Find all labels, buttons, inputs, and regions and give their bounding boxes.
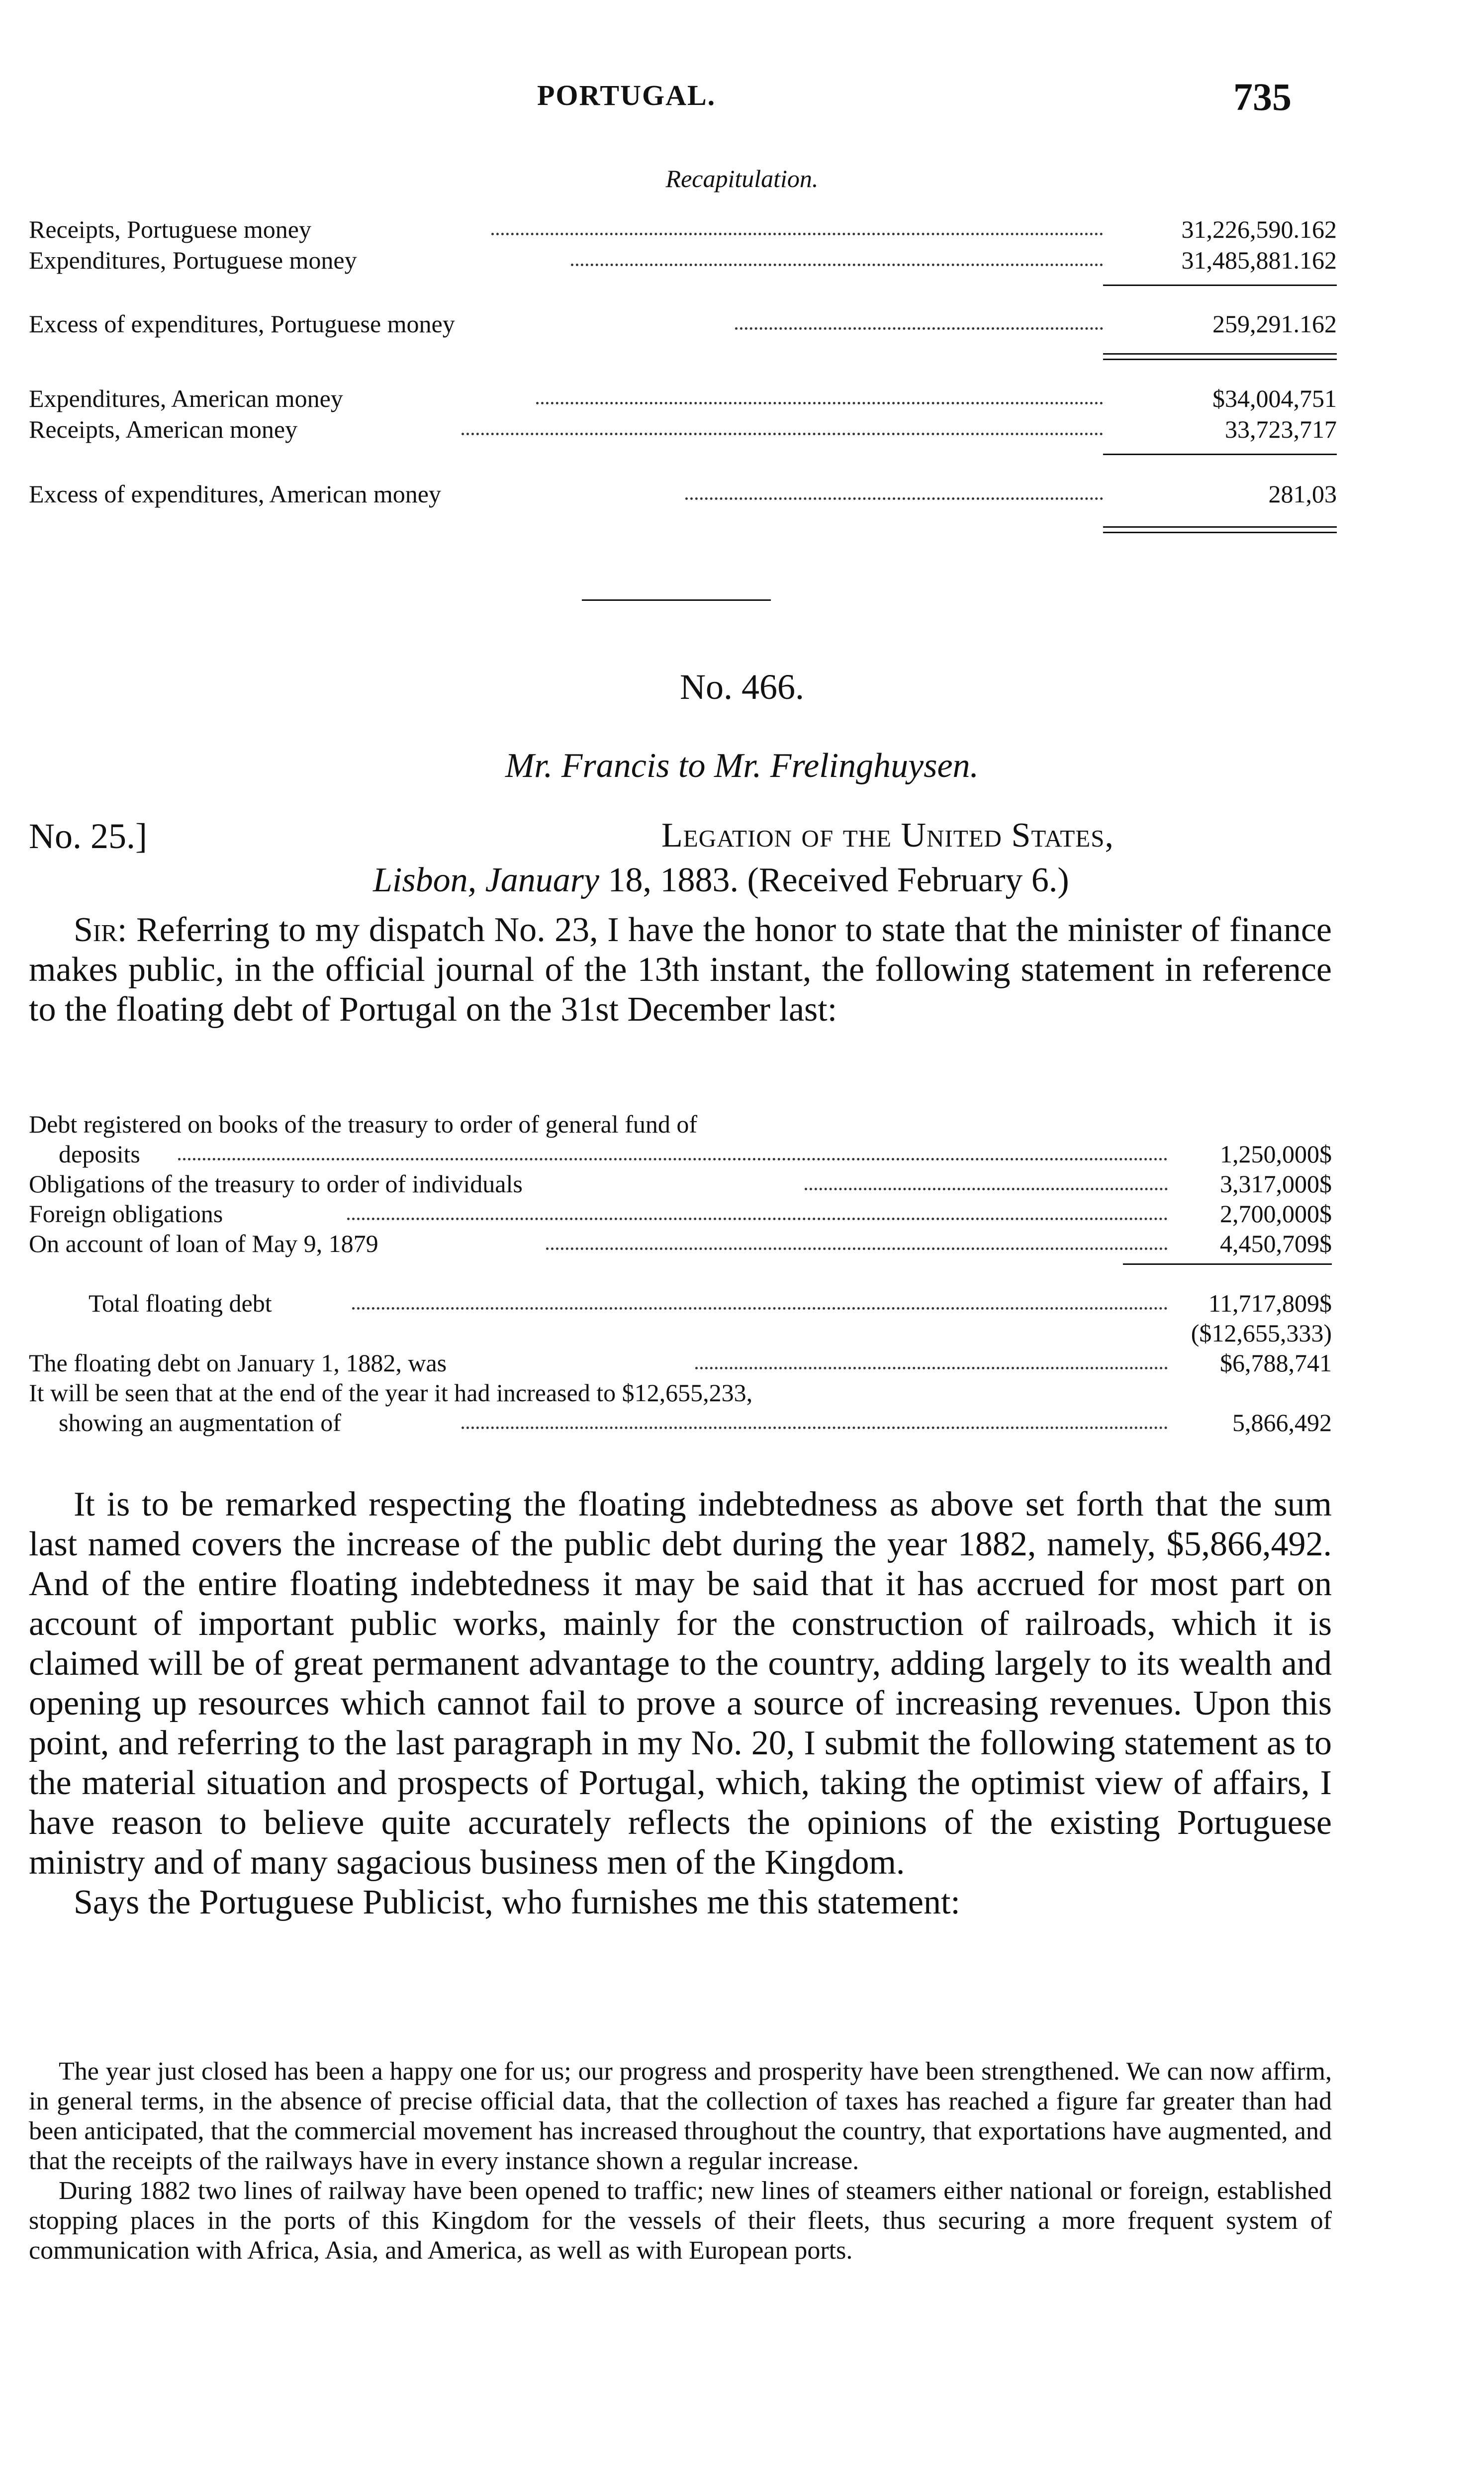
double-rule <box>1103 526 1337 533</box>
double-rule <box>1103 353 1337 360</box>
dot-leader <box>462 433 1103 435</box>
legation-line: Legation of the United States, <box>661 816 1114 855</box>
paragraph: Says the Portuguese Publicist, who furnishes me this statement: <box>74 1883 960 1921</box>
row-label: Excess of expenditures, American money <box>29 480 441 508</box>
row-amount: 33,723,717 <box>1225 415 1337 443</box>
section-separator <box>582 599 771 601</box>
paragraph <box>29 910 1332 1030</box>
table-row <box>29 1109 1332 1139</box>
dot-leader <box>735 327 1103 330</box>
row-amount: 2,700,000$ <box>1220 1200 1332 1228</box>
table-row <box>29 1229 1332 1258</box>
recap-block <box>29 308 1337 339</box>
row-label: showing an augmentation of <box>59 1409 341 1436</box>
dot-leader <box>536 402 1103 404</box>
table-row <box>29 1169 1332 1199</box>
ledger-row <box>29 478 1337 509</box>
document-number: No. 466. <box>680 667 804 707</box>
row-label: deposits <box>59 1140 140 1168</box>
row-amount: $6,788,741 <box>1220 1349 1332 1377</box>
dispatch-number: No. 25.] <box>29 816 147 856</box>
dot-leader <box>347 1218 1168 1220</box>
row-label: Expenditures, American money <box>29 384 343 412</box>
quote-paragraph: The year just closed has been a happy one for us; our progress and prosperity have been strengthened. We can now affirm, in general terms, in the absence of precise official data, that the collection of taxes has reached a figure far greater than had been anticipated, that the commercial movement has increased throughout the country, that exportations have augmented, and that the receipts of the railways have in every instance shown a regular increase. <box>29 2057 1332 2175</box>
row-label: Receipts, American money <box>29 415 298 443</box>
salutation: Sir: <box>74 911 127 949</box>
dot-leader <box>462 1427 1168 1429</box>
table-row <box>29 1318 1332 1348</box>
row-label: Excess of expenditures, Portuguese money <box>29 310 455 338</box>
row-amount: 11,717,809$ <box>1208 1289 1332 1317</box>
dot-leader <box>178 1158 1168 1160</box>
row-label: Foreign obligations <box>29 1200 223 1228</box>
row-amount: ($12,655,333) <box>1191 1319 1332 1347</box>
row-amount: 4,450,709$ <box>1220 1230 1332 1257</box>
recap-block <box>29 383 1337 445</box>
page-number: 735 <box>1233 75 1292 118</box>
table-row <box>29 1199 1332 1229</box>
sum-rule <box>1103 285 1337 286</box>
ledger-row <box>29 383 1337 414</box>
table-row <box>29 1408 1332 1437</box>
paragraph: It is to be remarked respecting the floating indebtedness as above set forth that the sum last named covers the increase of the public debt during the year 1882, namely, $5,866,492. And of the entire floating indebtedness it may be said that it has accrued for most part on account of important public works, mainly for the construction of railroads, which it is claimed will be of great permanent advantage to the country, adding largely to its wealth and opening up resources which cannot fail to prove a source of increasing revenues. Upon this point, and referring to the last paragraph in my No. 20, I submit the following statement as to the material situation and prospects of Portugal, which, taking the optimist view of affairs, I have reason to believe quite accurately reflects the opinions of the existing Portuguese ministry and of many sagacious business men of the Kingdom. <box>29 1485 1332 1882</box>
quoted-statement <box>29 2057 1332 2266</box>
row-label: Expenditures, Portuguese money <box>29 246 357 274</box>
recap-block <box>29 214 1337 276</box>
row-amount: $34,004,751 <box>1212 384 1337 412</box>
row-label: Receipts, Portuguese money <box>29 215 311 243</box>
recap-heading: Recapitulation. <box>665 165 819 192</box>
quote-paragraph: During 1882 two lines of railway have been opened to traffic; new lines of steamers either national or foreign, established stopping places in the ports of this Kingdom for the vessels of their fleets, thus securing a more frequent system of communication with Africa, Asia, and America, as well as with European ports. <box>29 2177 1332 2265</box>
table-row <box>29 1139 1332 1169</box>
row-label: Total floating debt <box>89 1289 272 1317</box>
row-amount: 3,317,000$ <box>1220 1170 1332 1198</box>
sum-rule <box>1103 454 1337 455</box>
debt-table <box>29 1109 1332 1258</box>
ledger-row <box>29 308 1337 339</box>
running-head <box>0 75 1484 119</box>
letter-body <box>29 910 1332 1030</box>
table-row <box>29 1378 1332 1408</box>
row-amount: 1,250,000$ <box>1220 1140 1332 1168</box>
row-label: Debt registered on books of the treasury to order of general fund of <box>29 1110 697 1138</box>
ledger-row <box>29 245 1337 276</box>
dateline <box>373 861 1069 900</box>
dot-leader <box>805 1188 1168 1190</box>
dot-leader <box>571 264 1103 266</box>
row-amount: 259,291.162 <box>1212 310 1337 338</box>
dateline-month: January <box>485 861 600 899</box>
ledger-row <box>29 414 1337 445</box>
row-amount: 31,485,881.162 <box>1181 246 1337 274</box>
dateline-rest: 18, 1883. (Received February 6.) <box>608 861 1069 899</box>
document-heading: Mr. Francis to Mr. Frelinghuysen. <box>505 747 979 785</box>
dot-leader <box>685 497 1103 500</box>
dot-leader <box>695 1367 1168 1369</box>
dot-leader <box>352 1307 1168 1310</box>
sum-rule <box>1123 1263 1332 1265</box>
row-label: It will be seen that at the end of the year it had increased to $12,655,233, <box>29 1379 753 1407</box>
recap-block <box>29 478 1337 509</box>
running-title: PORTUGAL. <box>537 79 716 111</box>
ledger-row <box>29 214 1337 245</box>
dateline-place: Lisbon, <box>373 861 477 899</box>
row-amount: 31,226,590.162 <box>1181 215 1337 243</box>
dot-leader <box>546 1247 1168 1250</box>
dot-leader <box>491 233 1103 235</box>
row-label: On account of loan of May 9, 1879 <box>29 1230 378 1257</box>
row-amount: 281,03 <box>1268 480 1337 508</box>
table-row <box>29 1348 1332 1378</box>
letter-body-continued <box>29 1485 1332 1922</box>
row-label: Obligations of the treasury to order of individuals <box>29 1170 523 1198</box>
row-label: The floating debt on January 1, 1882, was <box>29 1349 447 1377</box>
paragraph-text: Referring to my dispatch No. 23, I have the honor to state that the minister of finance makes public, in the official journal of the 13th instant, the following statement in reference to the floating debt of Portugal on the 31st December last: <box>29 911 1332 1029</box>
debt-table-totals <box>29 1288 1332 1437</box>
row-amount: 5,866,492 <box>1232 1409 1332 1436</box>
table-row <box>29 1288 1332 1318</box>
